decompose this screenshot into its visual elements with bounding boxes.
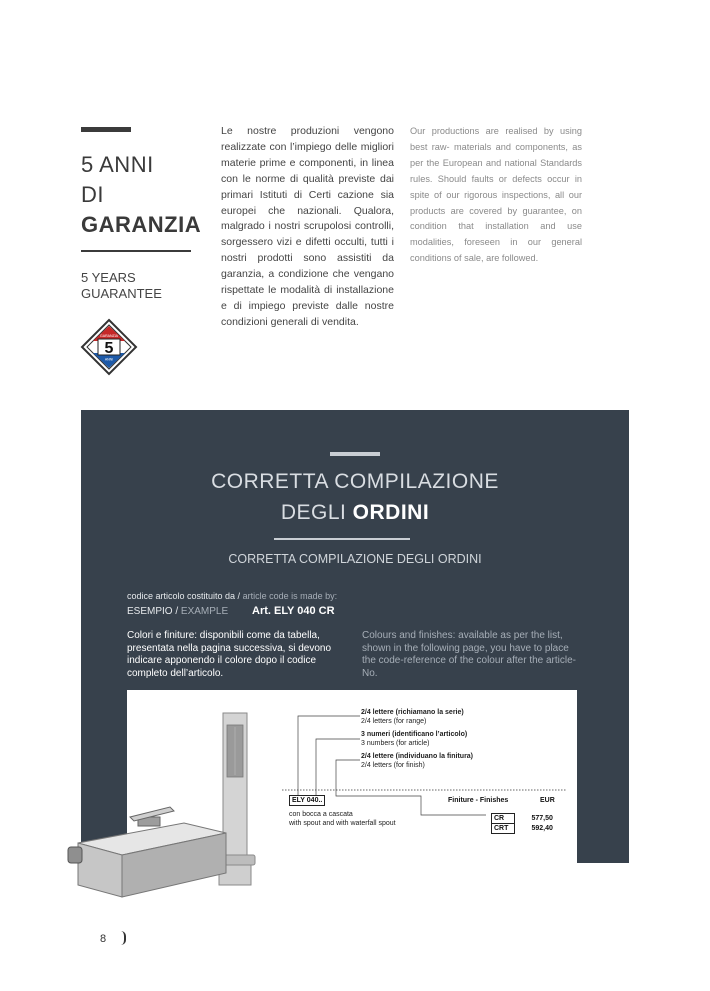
colors-text-english: Colours and finishes: available as per the list, shown in the following page, you have to place the code-reference of the colour after the article-No.: [362, 630, 577, 679]
diagram-legend: [361, 708, 473, 770]
finish-row-crt: [491, 817, 553, 835]
guarantee-title: [81, 150, 201, 240]
legend-article-en: 3 numbers (for article): [361, 740, 430, 747]
code-label: codice articolo costituito da / article code is made by:: [127, 591, 338, 601]
badge-number: 5: [104, 340, 114, 357]
finish-price: 592,40: [531, 825, 553, 832]
title-bottom-rule: [81, 250, 191, 252]
subtitle-line-2: GUARANTEE: [81, 286, 162, 301]
guarantee-subtitle: [81, 270, 162, 302]
title-line-3: GARANZIA: [81, 212, 202, 237]
subtitle-line-1: 5 YEARS: [81, 270, 136, 285]
panel-title-rule: [274, 538, 410, 540]
badge-bottom-text: ANNI: [104, 357, 114, 362]
title-line-1: 5 ANNI: [81, 152, 154, 177]
legend-range-it: 2/4 lettere (richiamano la serie): [361, 709, 464, 716]
faucet-illustration: [66, 705, 276, 905]
legend-range-en: 2/4 letters (for range): [361, 718, 427, 725]
guarantee-text-italian: Le nostre produzioni vengono realizzate con l’impiego delle migliori materie prime e componenti, in linea con le norme di qualità previste dai primari Istituti di Certi cazione sia europei che nazionali. Qualora, malgrado i nostri scrupolosi controlli, sorgessero vizi e difetti occulti, tutti i nostri prodotti sono assistiti da garanzia, a condizione che vengano rispettate le modalità di installazione e di impiego previste dalle nostre condizioni generali di vendita.: [221, 125, 394, 328]
legend-article-it: 3 numeri (identificano l’articolo): [361, 731, 468, 738]
finish-price: 577,50: [531, 815, 553, 822]
finish-code: CR: [491, 813, 515, 824]
article-description-en: with spout and with waterfall spout: [289, 820, 396, 827]
footer-mark: [121, 931, 126, 945]
badge-top-text: GARANZIA: [100, 334, 118, 338]
title-line-2: DI: [81, 182, 104, 207]
legend-finish-en: 2/4 letters (for finish): [361, 762, 425, 769]
guarantee-text-english: Our productions are realised by using best raw- materials and components, as per the European and national Standards rules. Should faults or defects occur in spite of our rigorous inspections, all our products are covered by guarantee, on condition that installation and use modalities, foreseen in our general conditions of sale, are followed.: [410, 126, 582, 264]
article-code: ELY 040..: [289, 795, 325, 806]
title-top-rule: [81, 127, 131, 132]
orders-title: [81, 466, 629, 528]
finish-code: CRT: [491, 823, 515, 834]
finishes-header: Finiture - Finishes: [448, 797, 509, 804]
example-label: ESEMPIO / EXAMPLE: [127, 606, 229, 617]
guarantee-badge-icon: [80, 318, 138, 376]
panel-top-rule: [330, 452, 380, 456]
colors-text-italian: Colori e finiture: disponibili come da tabella, presentata nella pagina successiva, si devono indicare apponendo il colore dopo il codice completo dell’articolo.: [127, 630, 332, 679]
orders-title-line-2: DEGLI ORDINI: [280, 501, 430, 524]
article-description-it: con bocca a cascata: [289, 811, 353, 818]
legend-finish-it: 2/4 lettere (individuano la finitura): [361, 753, 474, 760]
page-number: 8: [100, 933, 107, 945]
currency-header: EUR: [540, 797, 555, 804]
orders-subtitle: CORRETTA COMPILAZIONE DEGLI ORDINI: [228, 552, 482, 566]
orders-title-line-1: CORRETTA COMPILAZIONE: [211, 470, 499, 493]
example-code: Art. ELY 040 CR: [252, 605, 335, 617]
